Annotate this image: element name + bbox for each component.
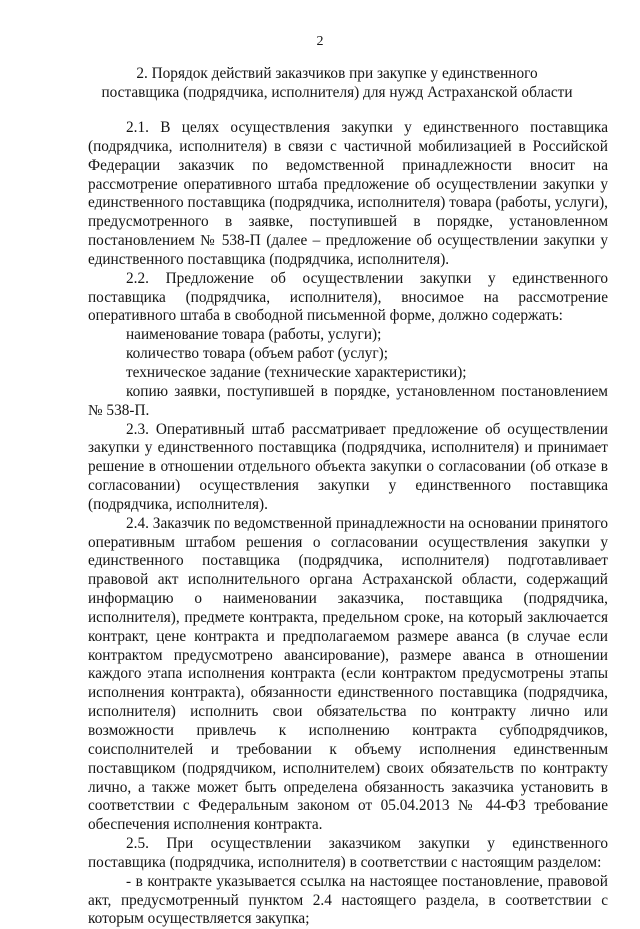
paragraph-2-3: 2.3. Оперативный штаб рассматривает предложение об осуществлении закупки у единственного поставщика (подрядчика, исполнителя) и принимает решение в отношении отдельного объекта закупки о согласовании (об отказе в согласовании) осуществления закупки у единственного поставщика (подрядчика, исполнителя). <box>88 420 608 513</box>
paragraph-2-1: 2.1. В целях осуществления закупки у единственного поставщика (подрядчика, исполнителя) в связи с частичной мобилизацией в Российской Федерации заказчик по ведомственной принадлежности вносит на рассмотрение оперативного штаба предложение об осуществлении закупки у единственного поставщика (подрядчика, исполнителя) товара (работы, услуги), предусмотренного в заявке, поступившей в порядке, установленном постановлением № 538-П (далее – предложение об осуществлении закупки у единственного поставщика (подрядчика, исполнителя). <box>88 119 608 268</box>
list-item-goods-name: наименование товара (работы, услуги); <box>126 326 382 344</box>
document-body <box>88 119 608 929</box>
page-number: 2 <box>316 34 324 49</box>
list-item-technical-spec: техническое задание (технические характеристики); <box>126 363 467 381</box>
paragraph-2-4: 2.4. Заказчик по ведомственной принадлежности на основании принятого оперативным штабом решения о согласовании осуществления закупки у единственного поставщика (подрядчика, исполнителя) подготавливает правовой акт исполнительного органа Астраханской области, содержащий информацию о наименовании заказчика, поставщика (подрядчика, исполнителя), предмете контракта, предельном сроке, на который заключается контракт, цене контракта и предполагаемом размере аванса (в случае если контрактом предусмотрено авансирование), размере аванса в отношении каждого этапа исполнения контракта (если контрактом предусмотрены этапы исполнения контракта), обязанности единственного поставщика (подрядчика, исполнителя) исполнить свои обязательства по контракту лично или возможности привлечь к исполнению контракта субподрядчиков, соисполнителей и требовании к объему исполнения единственным поставщиком (подрядчиком, исполнителем) своих обязательств по контракту лично, а также может быть определена обязанность заказчика установить в соответствии с Федеральным законом от 05.04.2013 № 44-ФЗ требование обеспечения исполнения контракта. <box>88 514 608 834</box>
list-item-request-copy: копию заявки, поступившей в порядке, установленном постановлением № 538-П. <box>88 382 608 419</box>
paragraph-2-2: 2.2. Предложение об осуществлении закупки у единственного поставщика (подрядчика, исполнителя), вносимое на рассмотрение оперативного штаба в свободной письменной форме, должно содержать: <box>88 269 608 325</box>
list-item-goods-quantity: количество товара (объем работ (услуг); <box>126 345 389 363</box>
section-title: 2. Порядок действий заказчиков при закупке у единственного поставщика (подрядчика, исполнителя) для нужд Астраханской области <box>101 65 573 101</box>
paragraph-2-5: 2.5. При осуществлении заказчиком закупки у единственного поставщика (подрядчика, исполнителя) в соответствии с настоящим разделом: <box>88 835 608 871</box>
list-item-contract-reference: - в контракте указывается ссылка на настоящее постановление, правовой акт, предусмотренный пунктом 2.4 настоящего раздела, в соответствии с которым осуществляется закупка; <box>88 872 608 928</box>
